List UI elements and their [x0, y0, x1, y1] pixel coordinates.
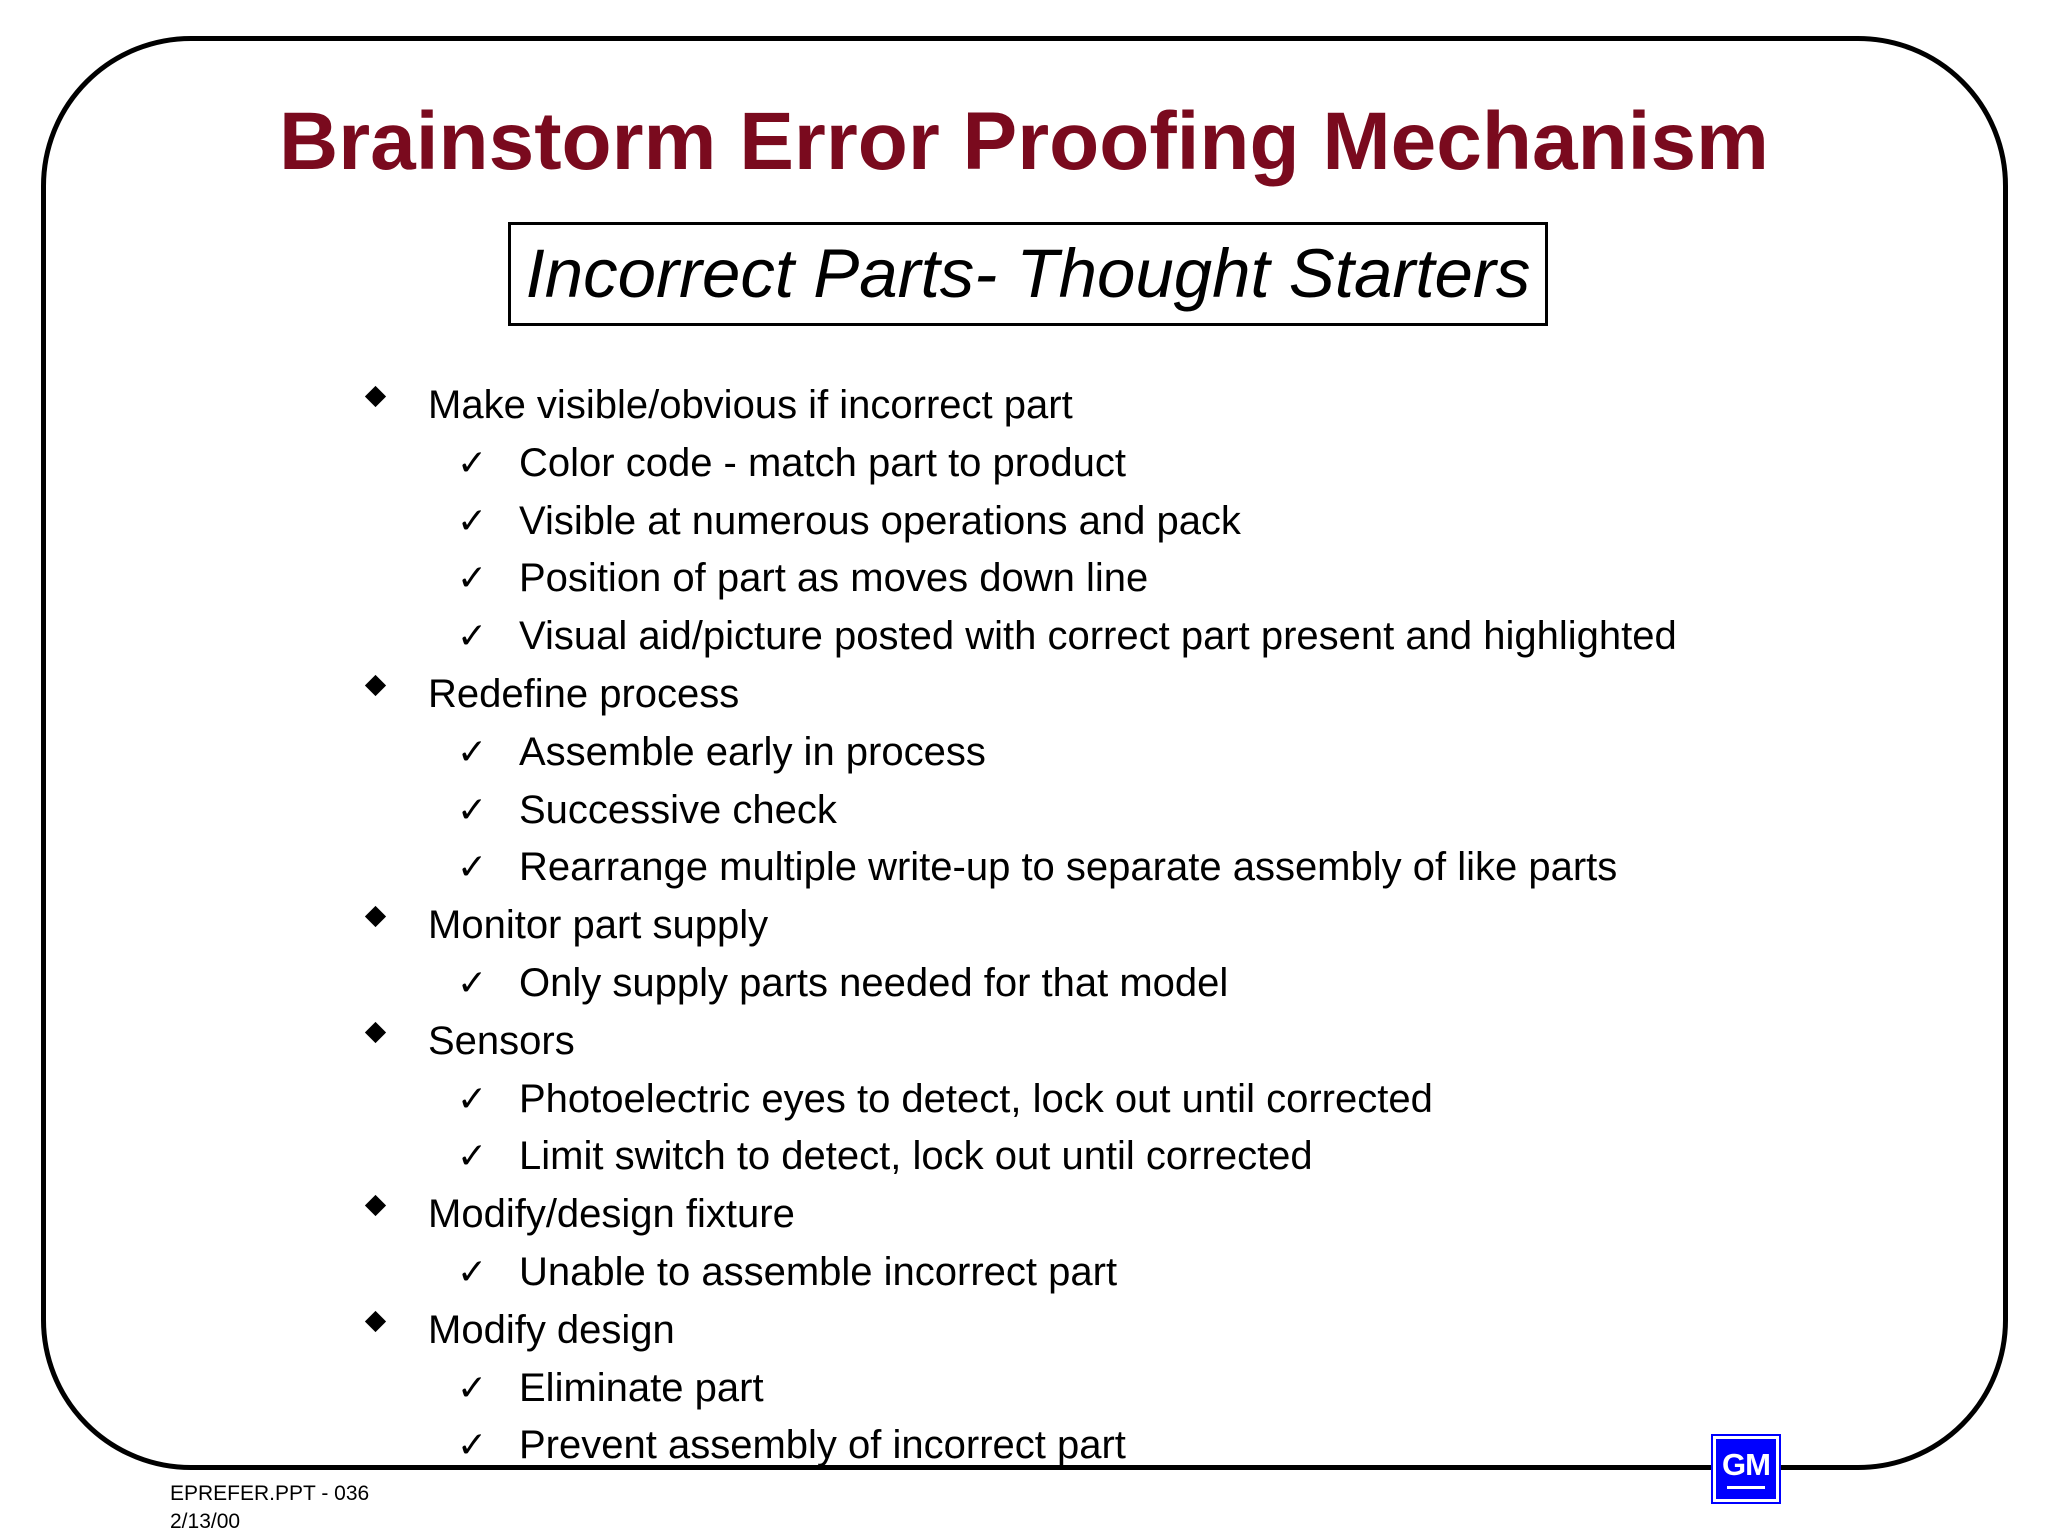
checkmark-icon: ✓: [457, 1366, 488, 1408]
checkmark-icon: ✓: [457, 615, 488, 657]
sub-bullet-text: Unable to assemble incorrect part: [519, 1250, 1118, 1294]
checkmark-icon: ✓: [457, 730, 488, 772]
sub-bullet-text: Eliminate part: [519, 1365, 764, 1410]
diamond-icon: [358, 896, 394, 924]
sub-bullet-text: Successive check: [519, 787, 837, 832]
subtitle-box: [508, 222, 1548, 326]
sub-bullet-text: Position of part as moves down line: [519, 556, 1149, 601]
checkmark-icon: ✓: [457, 1077, 488, 1119]
sub-bullet-text: Color code - match part to product: [519, 440, 1126, 485]
footer-file: EPREFER.PPT - 036: [170, 1482, 370, 1505]
diamond-icon: [358, 665, 394, 693]
bullet-text: Sensors: [428, 1018, 575, 1063]
sub-bullet-text: Assemble early in process: [519, 729, 986, 774]
sub-bullet-text: Only supply parts needed for that model: [519, 961, 1229, 1005]
sub-bullet-text: Photoelectric eyes to detect, lock out until corrected: [519, 1076, 1433, 1121]
bullet-text: Redefine process: [428, 672, 740, 716]
checkmark-icon: ✓: [457, 788, 488, 830]
slide-footer: [170, 1480, 369, 1536]
bullet-text: Modify/design fixture: [428, 1192, 795, 1237]
diamond-icon: [358, 1301, 394, 1329]
gm-logo: [1713, 1436, 1779, 1502]
sub-bullet-text: Limit switch to detect, lock out until corrected: [519, 1134, 1313, 1179]
subtitle-text: Incorrect Parts- Thought Starters: [525, 235, 1531, 312]
gm-logo-underline: [1727, 1486, 1765, 1489]
footer-date: 2/13/00: [170, 1510, 241, 1533]
sub-bullet-text: Prevent assembly of incorrect part: [519, 1423, 1126, 1468]
sub-bullet-text: Visible at numerous operations and pack: [519, 498, 1241, 543]
diamond-icon: [358, 1185, 394, 1213]
checkmark-icon: ✓: [457, 846, 488, 888]
checkmark-icon: ✓: [457, 1135, 488, 1177]
gm-logo-text: GM: [1722, 1447, 1770, 1482]
checkmark-icon: ✓: [457, 1251, 488, 1292]
checkmark-icon: ✓: [457, 557, 488, 599]
diamond-icon: [358, 376, 394, 404]
sub-bullet-text: Visual aid/picture posted with correct part present and highlighted: [519, 614, 1677, 659]
sub-bullet-text: Rearrange multiple write-up to separate assembly of like parts: [519, 845, 1618, 890]
bullet-text: Make visible/obvious if incorrect part: [428, 383, 1073, 427]
checkmark-icon: ✓: [457, 1424, 488, 1466]
slide-title: Brainstorm Error Proofing Mechanism: [279, 96, 1769, 187]
bullet-text: Modify design: [428, 1307, 675, 1352]
checkmark-icon: ✓: [457, 962, 488, 1003]
checkmark-icon: ✓: [457, 499, 488, 541]
bullet-text: Monitor part supply: [428, 903, 769, 948]
diamond-icon: [358, 1012, 394, 1040]
checkmark-icon: ✓: [457, 441, 488, 483]
